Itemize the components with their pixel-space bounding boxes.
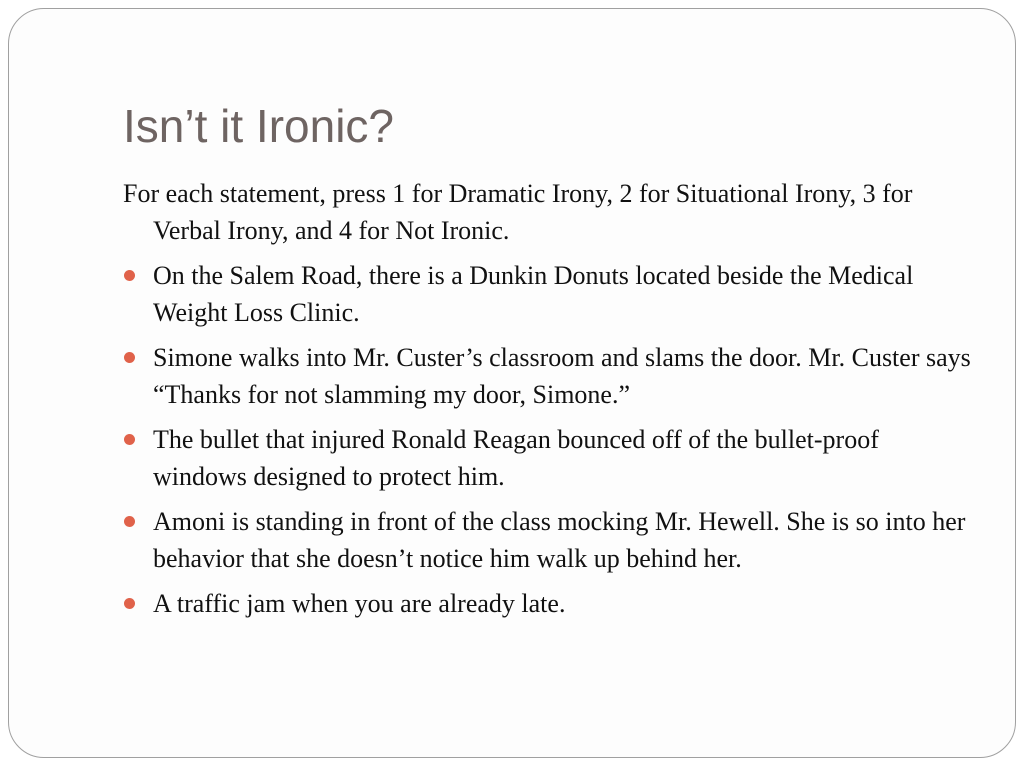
bullet-dot-icon: [124, 516, 135, 527]
bullet-dot-icon: [124, 352, 135, 363]
intro-text: For each statement, press 1 for Dramatic Irony, 2 for Situational Irony, 3 for Verbal Irony, and 4 for Not Ironic.: [123, 179, 913, 245]
bullet-list: [123, 258, 973, 623]
bullet-text: Amoni is standing in front of the class mocking Mr. Hewell. She is so into her behavior that she doesn’t notice him walk up behind her.: [153, 507, 966, 573]
bullet-text: On the Salem Road, there is a Dunkin Donuts located beside the Medical Weight Loss Clinic.: [153, 261, 914, 327]
bullet-text: A traffic jam when you are already late.: [153, 589, 566, 618]
slide-title: Isn’t it Ironic?: [123, 100, 394, 152]
list-item: [123, 422, 973, 495]
slide-frame: [8, 8, 1016, 758]
list-item: [123, 504, 973, 577]
bullet-dot-icon: [124, 434, 135, 445]
slide-body: [123, 176, 973, 632]
bullet-text: Simone walks into Mr. Custer’s classroom and slams the door. Mr. Custer says “Thanks for not slamming my door, Simone.”: [153, 343, 971, 409]
bullet-dot-icon: [124, 598, 135, 609]
list-item: [123, 258, 973, 331]
bullet-text: The bullet that injured Ronald Reagan bounced off of the bullet-proof windows designed to protect him.: [153, 425, 879, 491]
bullet-dot-icon: [124, 270, 135, 281]
list-item: [123, 586, 973, 623]
list-item: [123, 340, 973, 413]
